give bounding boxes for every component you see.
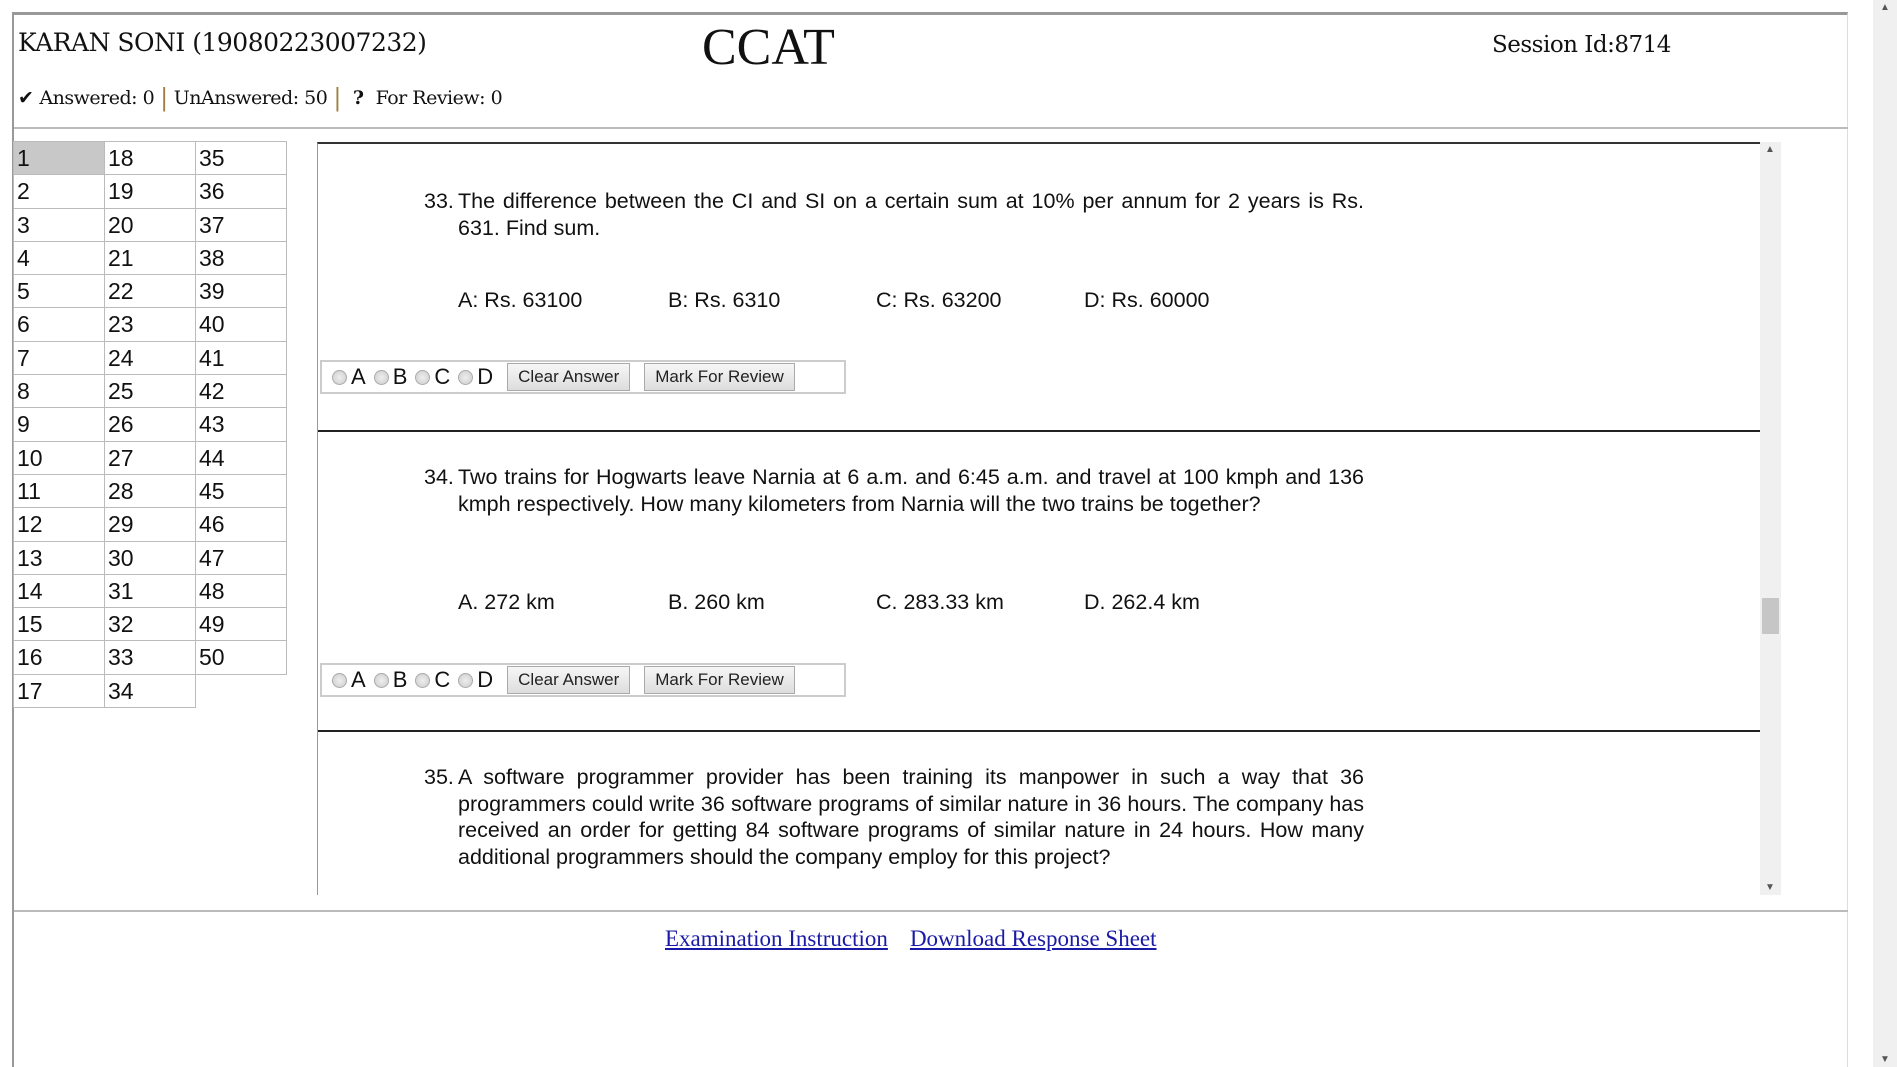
question-link-13[interactable]: 13 — [13, 541, 105, 575]
scroll-down-icon[interactable]: ▼ — [1880, 1054, 1890, 1065]
radio-b[interactable] — [374, 673, 389, 688]
scroll-thumb[interactable] — [1762, 598, 1779, 634]
option-d: D: Rs. 60000 — [1084, 288, 1210, 312]
question-link-1[interactable]: 1 — [13, 141, 105, 175]
radio-a[interactable] — [332, 673, 347, 688]
question-number: 34. — [424, 465, 454, 489]
question-link-40[interactable]: 40 — [195, 307, 287, 341]
scroll-up-icon[interactable]: ▲ — [1765, 144, 1775, 155]
question-link-2[interactable]: 2 — [13, 174, 105, 208]
question-link-24[interactable]: 24 — [104, 341, 196, 375]
option-a: A: Rs. 63100 — [458, 288, 583, 312]
question-navigator — [14, 142, 287, 708]
question-link-47[interactable]: 47 — [195, 541, 287, 575]
question-mark-icon: ? — [352, 87, 364, 109]
question-link-7[interactable]: 7 — [13, 341, 105, 375]
question-text: A software programmer provider has been training its manpower in such a way that 36 programmers could write 36 software programs of similar nature in 36 hours. The company has received an order for getting 84 software programs of similar nature in 24 hours. How many additional programmers should the company employ for this project? — [458, 765, 1364, 869]
question-link-4[interactable]: 4 — [13, 241, 105, 275]
question-link-32[interactable]: 32 — [104, 607, 196, 641]
question-link-36[interactable]: 36 — [195, 174, 287, 208]
radio-label-d: D — [477, 364, 494, 389]
exam-title: CCAT — [702, 19, 835, 76]
question-link-37[interactable]: 37 — [195, 208, 287, 242]
question-link-3[interactable]: 3 — [13, 208, 105, 242]
radio-a[interactable] — [332, 370, 347, 385]
question-link-25[interactable]: 25 — [104, 374, 196, 408]
question-text: Two trains for Hogwarts leave Narnia at 6 a.m. and 6:45 a.m. and travel at 100 kmph and 136 kmph respectively. How many kilometers from Narnia will the two trains be together? — [458, 465, 1364, 516]
radio-label-c: C — [434, 364, 451, 389]
question-panel — [317, 142, 1760, 895]
status-bar — [18, 84, 502, 112]
question-link-11[interactable]: 11 — [13, 474, 105, 508]
question-link-8[interactable]: 8 — [13, 374, 105, 408]
radio-c[interactable] — [415, 370, 430, 385]
divider: | — [333, 84, 341, 112]
mark-for-review-button[interactable]: Mark For Review — [644, 666, 794, 694]
scroll-up-icon[interactable]: ▲ — [1880, 2, 1890, 13]
mark-for-review-button[interactable]: Mark For Review — [644, 363, 794, 391]
question-link-31[interactable]: 31 — [104, 574, 196, 608]
question-link-43[interactable]: 43 — [195, 407, 287, 441]
question-link-29[interactable]: 29 — [104, 507, 196, 541]
question-number: 33. — [424, 189, 454, 213]
radio-label-b: B — [392, 667, 408, 692]
question-link-12[interactable]: 12 — [13, 507, 105, 541]
question-link-17[interactable]: 17 — [13, 674, 105, 708]
question-link-14[interactable]: 14 — [13, 574, 105, 608]
question-divider — [318, 430, 1760, 432]
radio-b[interactable] — [374, 370, 389, 385]
option-c: C: Rs. 63200 — [876, 288, 1002, 312]
radio-c[interactable] — [415, 673, 430, 688]
unanswered-count: UnAnswered: 50 — [173, 87, 328, 109]
question-link-16[interactable]: 16 — [13, 640, 105, 674]
session-id: Session Id:8714 — [1492, 32, 1671, 58]
radio-label-c: C — [434, 667, 451, 692]
question-link-41[interactable]: 41 — [195, 341, 287, 375]
question-link-26[interactable]: 26 — [104, 407, 196, 441]
clear-answer-button[interactable]: Clear Answer — [507, 666, 630, 694]
question-link-33[interactable]: 33 — [104, 640, 196, 674]
question-link-10[interactable]: 10 — [13, 441, 105, 475]
question-link-28[interactable]: 28 — [104, 474, 196, 508]
question-link-44[interactable]: 44 — [195, 441, 287, 475]
question-link-19[interactable]: 19 — [104, 174, 196, 208]
question-link-22[interactable]: 22 — [104, 274, 196, 308]
page-scrollbar[interactable] — [1873, 0, 1897, 1067]
divider: | — [160, 84, 168, 112]
question-link-46[interactable]: 46 — [195, 507, 287, 541]
answer-bar — [320, 360, 846, 394]
review-count: For Review: 0 — [375, 87, 503, 109]
question-link-30[interactable]: 30 — [104, 541, 196, 575]
radio-label-a: A — [351, 667, 366, 692]
question-link-23[interactable]: 23 — [104, 307, 196, 341]
scroll-down-icon[interactable]: ▼ — [1765, 882, 1775, 893]
radio-d[interactable] — [458, 673, 473, 688]
footer-links — [665, 926, 1157, 952]
option-b: B: Rs. 6310 — [668, 288, 781, 312]
option-c: C. 283.33 km — [876, 590, 1004, 614]
radio-d[interactable] — [458, 370, 473, 385]
question-link-39[interactable]: 39 — [195, 274, 287, 308]
question-link-35[interactable]: 35 — [195, 141, 287, 175]
question-link-15[interactable]: 15 — [13, 607, 105, 641]
question-link-21[interactable]: 21 — [104, 241, 196, 275]
question-link-38[interactable]: 38 — [195, 241, 287, 275]
question-link-6[interactable]: 6 — [13, 307, 105, 341]
clear-answer-button[interactable]: Clear Answer — [507, 363, 630, 391]
question-link-20[interactable]: 20 — [104, 208, 196, 242]
radio-label-d: D — [477, 667, 494, 692]
panel-scrollbar[interactable] — [1760, 142, 1781, 895]
answer-bar — [320, 663, 846, 697]
question-link-9[interactable]: 9 — [13, 407, 105, 441]
question-link-50[interactable]: 50 — [195, 640, 287, 674]
option-d: D. 262.4 km — [1084, 590, 1200, 614]
question-number: 35. — [424, 765, 454, 789]
option-b: B. 260 km — [668, 590, 765, 614]
radio-label-a: A — [351, 364, 366, 389]
header-divider — [14, 127, 1848, 129]
check-icon: ✔ — [18, 87, 34, 109]
examination-instruction-link[interactable]: Examination Instruction — [665, 926, 888, 951]
option-a: A. 272 km — [458, 590, 555, 614]
question-text: The difference between the CI and SI on a certain sum at 10% per annum for 2 years is Rs. 631. Find sum. — [458, 189, 1364, 240]
question-divider — [318, 730, 1760, 732]
radio-label-b: B — [392, 364, 408, 389]
question-link-27[interactable]: 27 — [104, 441, 196, 475]
question-link-5[interactable]: 5 — [13, 274, 105, 308]
candidate-name: KARAN SONI (19080223007232) — [18, 28, 427, 57]
question-link-49[interactable]: 49 — [195, 607, 287, 641]
download-response-sheet-link[interactable]: Download Response Sheet — [909, 926, 1157, 951]
footer-divider — [14, 910, 1848, 912]
question-link-45[interactable]: 45 — [195, 474, 287, 508]
question-link-48[interactable]: 48 — [195, 574, 287, 608]
question-link-18[interactable]: 18 — [104, 141, 196, 175]
answered-count: Answered: 0 — [39, 87, 155, 109]
question-link-42[interactable]: 42 — [195, 374, 287, 408]
question-link-34[interactable]: 34 — [104, 674, 196, 708]
